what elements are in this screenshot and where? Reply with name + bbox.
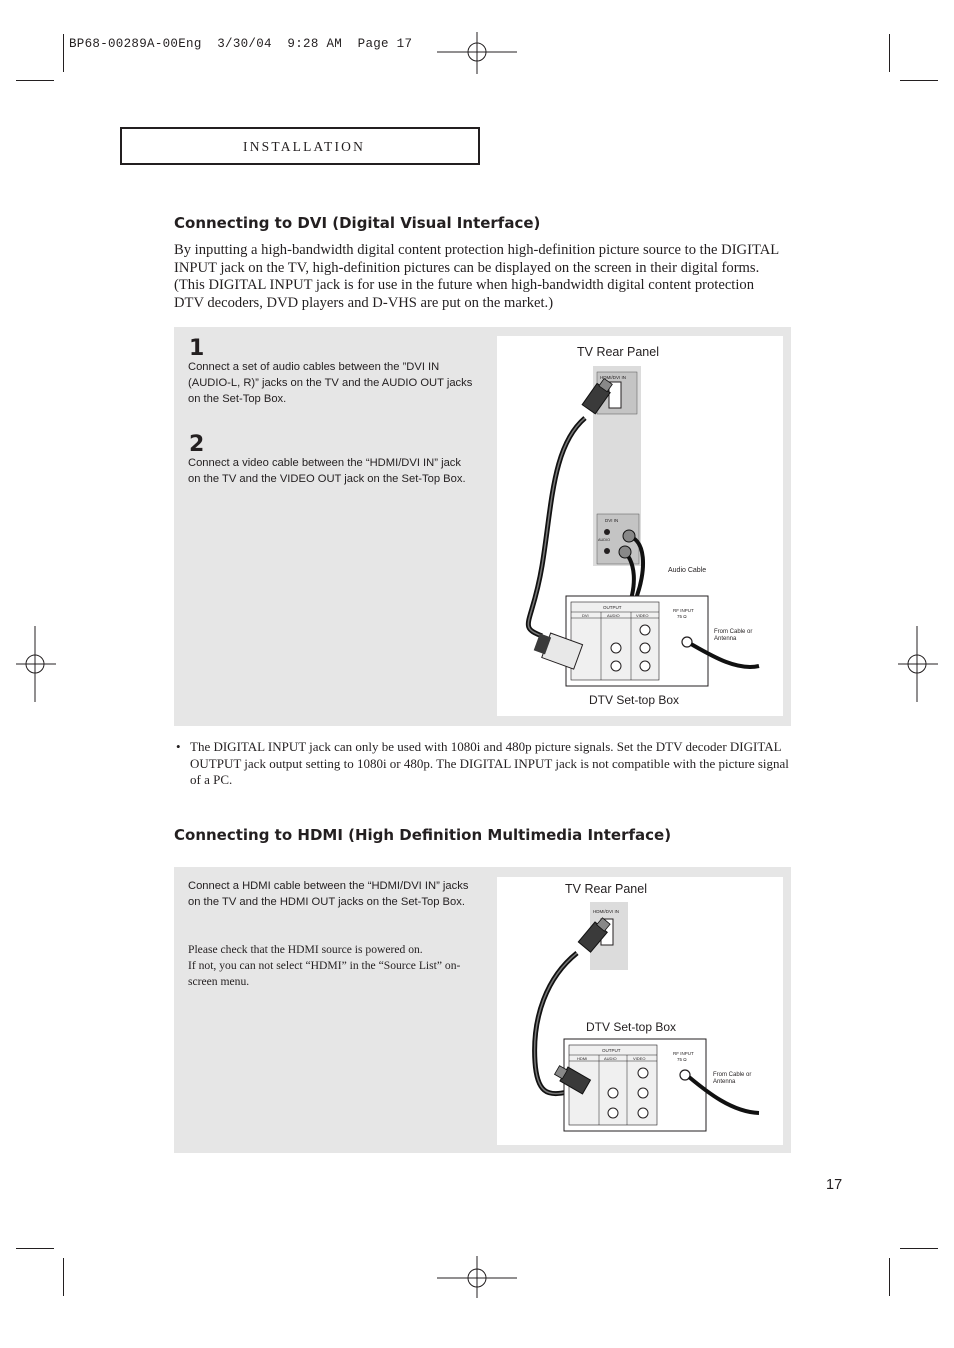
hdmi-stb-label: DTV Set-top Box — [586, 1020, 677, 1034]
dvi-in-label: DVI IN — [605, 518, 619, 523]
from-cable-line2: Antenna — [714, 636, 737, 642]
dvi-instruction-panel — [174, 327, 791, 726]
hdmi-from-cable-line1: From Cable or — [713, 1072, 752, 1078]
hdmi-diagram-svg — [497, 877, 783, 1145]
bullet-marker: • — [176, 739, 181, 754]
hdmi-stb-hdmi-label: HDMI — [577, 1056, 588, 1061]
audio-cable-label: Audio Cable — [668, 567, 707, 574]
dvi-intro-paragraph: By inputting a high-bandwidth digital content protection high-definition picture source to the DIGITAL INPUT jack on the TV, high-definition pictures can be displayed on the screen in their digital forms. (This DIGITAL INPUT jack is for use in the future when high-bandwidth digital content protection DTV decoders, DVD players and D-VHS are put on the market.) — [174, 242, 779, 311]
step-2-text: Connect a video cable between the “HDMI/DVI IN” jack on the TV and the VIDEO OUT jack on the Set-Top Box. — [188, 457, 466, 485]
audio-jack-label: AUDIO — [598, 538, 611, 542]
section-label-box — [120, 127, 480, 165]
stb-video-label: VIDEO — [636, 613, 649, 618]
registration-mark-right — [896, 626, 940, 702]
step-1-number: 1 — [189, 336, 205, 361]
tv-rear-panel-label: TV Rear Panel — [577, 345, 659, 359]
page-number: 17 — [826, 1177, 843, 1193]
hdmi-rf-ohm-label: 75 Ω — [677, 1057, 687, 1062]
dvi-note-text: The DIGITAL INPUT jack can only be used with 1080i and 480p picture signals. Set the DTV decoder DIGITAL OUTPUT jack output setting to 1080i or 480p. The DIGITAL INPUT jack is not compatible with the picture signal of a PC. — [190, 739, 789, 787]
print-slug: BP68-00289A-00Eng 3/30/04 9:28 AM Page 17 — [69, 37, 413, 51]
dtv-set-top-box-label: DTV Set-top Box — [589, 693, 680, 707]
hdmi-connection-diagram — [497, 877, 783, 1145]
hdmi-note-line1: Please check that the HDMI source is powered on. — [188, 943, 423, 956]
hdmi-stb-video-label: VIDEO — [633, 1056, 646, 1061]
hdmi-from-cable-line2: Antenna — [713, 1079, 736, 1085]
step-1-text: Connect a set of audio cables between the ”DVI IN (AUDIO-L, R)” jacks on the TV and the AUDIO OUT jacks on the Set-Top Box. — [188, 361, 473, 405]
dvi-diagram-svg — [497, 336, 783, 716]
hdmi-dvi-in-jack-label: HDMI/DVI IN — [600, 375, 627, 380]
output-label: OUTPUT — [603, 605, 622, 610]
hdmi-output-label: OUTPUT — [602, 1048, 621, 1053]
rf-input-label: RF INPUT — [673, 608, 694, 613]
section-label: INSTALLATION — [243, 139, 366, 154]
hdmi-instruction-text: Connect a HDMI cable between the “HDMI/DVI IN” jacks on the TV and the HDMI OUT jacks on the Set-Top Box. — [188, 880, 469, 908]
rf-ohm-label: 75 Ω — [677, 614, 687, 619]
from-cable-line1: From Cable or — [714, 629, 753, 635]
hdmi-heading: Connecting to HDMI (High Definition Multimedia Interface) — [174, 826, 672, 844]
hdmi-tv-rear-panel-label: TV Rear Panel — [565, 882, 647, 896]
hdmi-note-line2: If not, you can not select “HDMI” in the “Source List” on-screen menu. — [188, 959, 461, 988]
hdmi-tv-jack-label: HDMI/DVI IN — [593, 909, 620, 914]
registration-mark-top — [437, 28, 517, 76]
dvi-connection-diagram — [497, 336, 783, 716]
registration-mark-left — [14, 626, 58, 702]
stb-dvi-label: DVI — [582, 613, 589, 618]
hdmi-stb-audio-label: AUDIO — [604, 1056, 617, 1061]
hdmi-rf-input-label: RF INPUT — [673, 1051, 694, 1056]
step-2-number: 2 — [189, 432, 205, 457]
dvi-heading: Connecting to DVI (Digital Visual Interface) — [174, 214, 541, 232]
audio-r-jack — [604, 548, 610, 554]
audio-l-jack — [604, 529, 610, 535]
hdmi-instruction-panel — [174, 867, 791, 1153]
stb-audio-label: AUDIO — [607, 613, 620, 618]
registration-mark-bottom — [437, 1254, 517, 1302]
